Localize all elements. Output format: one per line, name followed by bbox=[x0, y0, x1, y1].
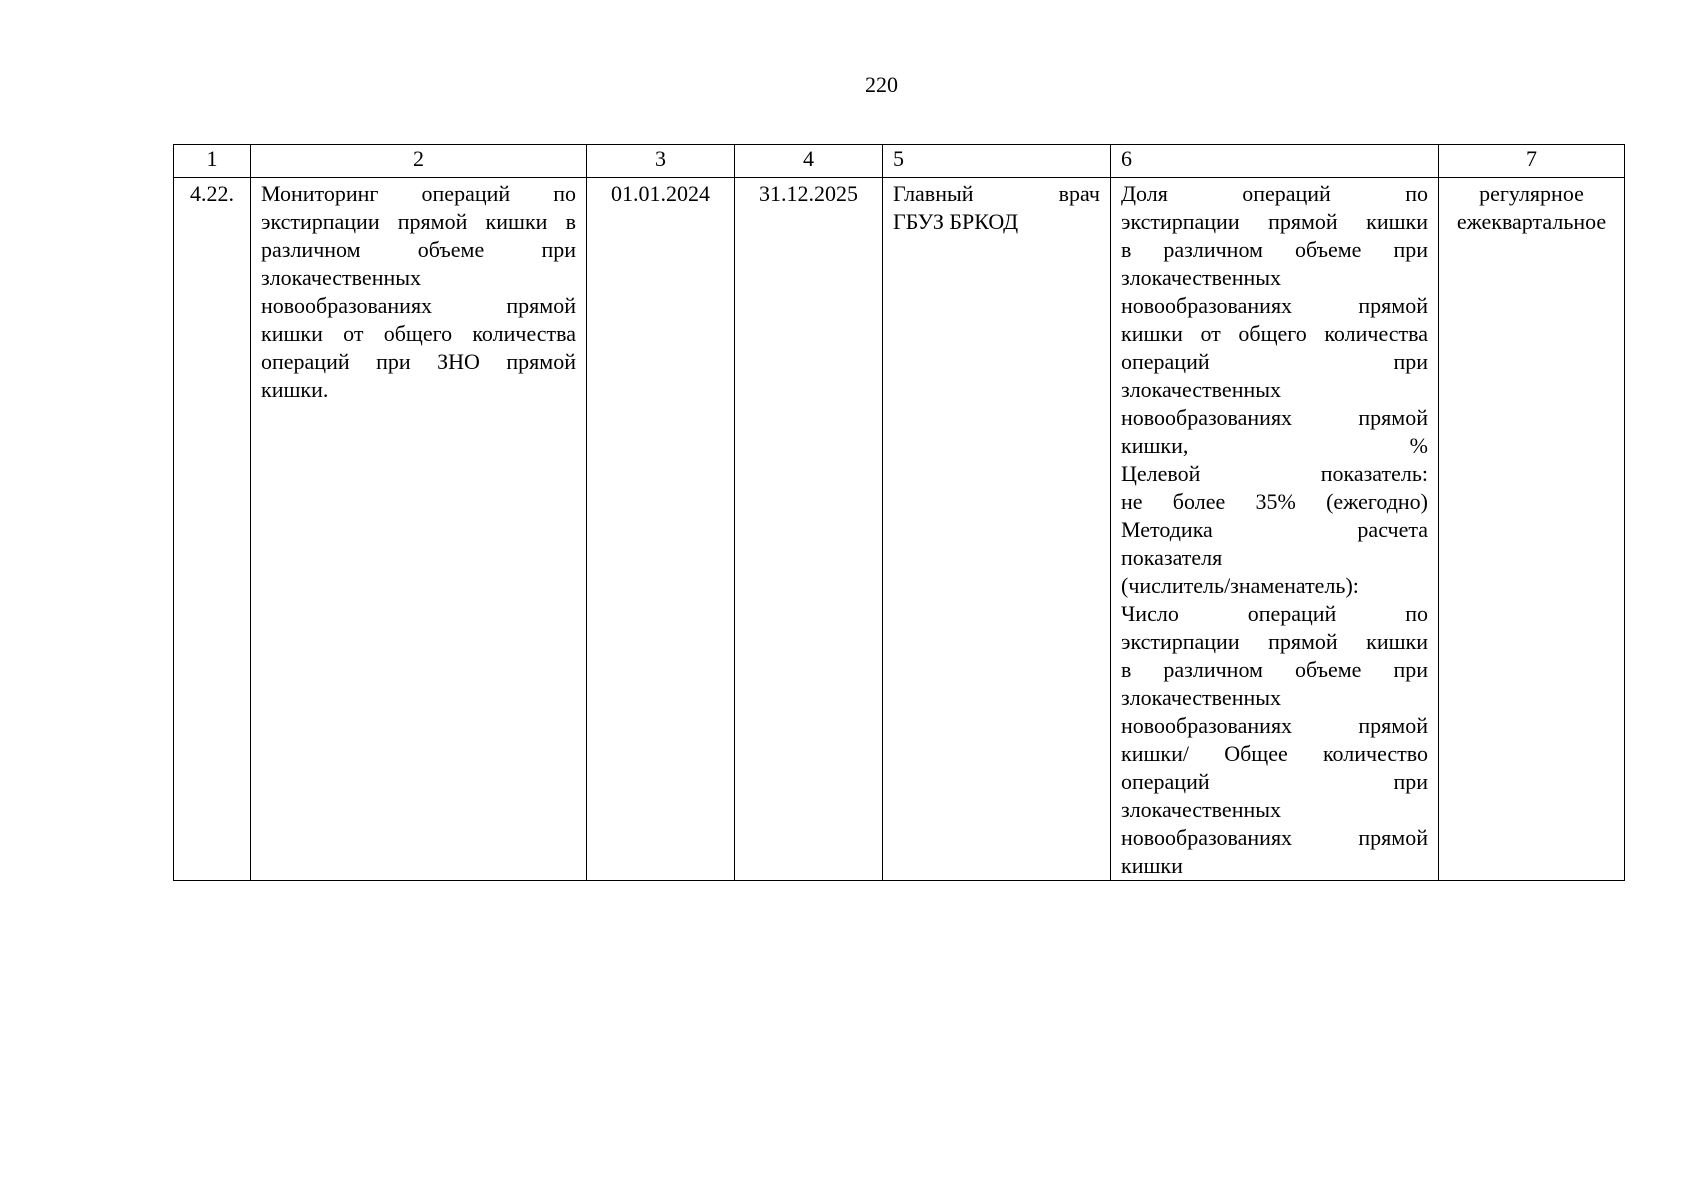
document-table bbox=[173, 144, 1625, 881]
indicator-line: Целевой показатель: bbox=[1121, 461, 1428, 486]
activity-line: новообразованиях прямой bbox=[261, 293, 576, 318]
table-header-row bbox=[174, 145, 1625, 178]
header-col-7: 7 bbox=[1439, 145, 1625, 178]
indicator-line: экстирпации прямой кишки bbox=[1121, 209, 1428, 234]
page-number: 220 bbox=[865, 72, 898, 97]
indicator-line: операций при bbox=[1121, 349, 1428, 374]
activity-line: кишки. bbox=[261, 377, 329, 402]
header-col-4: 4 bbox=[735, 145, 883, 178]
activity-line: различном объеме при bbox=[261, 237, 576, 262]
indicator-line: новообразованиях прямой bbox=[1121, 293, 1428, 318]
header-col-2: 2 bbox=[251, 145, 587, 178]
responsible-line: Главный врач bbox=[893, 181, 1100, 206]
indicator-line: операций при bbox=[1121, 769, 1428, 794]
activity-line: кишки от общего количества bbox=[261, 321, 576, 346]
indicator-line: (числитель/знаменатель): bbox=[1121, 573, 1359, 598]
indicator-line: Методика расчета bbox=[1121, 517, 1428, 542]
activity-line: операций при ЗНО прямой bbox=[261, 349, 576, 374]
indicator-line: кишки от общего количества bbox=[1121, 321, 1428, 346]
table-row bbox=[174, 178, 1625, 881]
activity-line: Мониторинг операций по bbox=[261, 181, 576, 206]
end-date: 31.12.2025 bbox=[735, 178, 883, 881]
periodicity-line: регулярное bbox=[1479, 181, 1584, 206]
indicator-line: Доля операций по bbox=[1121, 181, 1428, 206]
indicator-line: новообразованиях прямой bbox=[1121, 713, 1428, 738]
indicator-line: новообразованиях прямой bbox=[1121, 405, 1428, 430]
responsible-line: ГБУЗ БРКОД bbox=[893, 209, 1019, 234]
indicator-line: злокачественных bbox=[1121, 265, 1282, 290]
header-col-5: 5 bbox=[883, 145, 1111, 178]
responsible-cell bbox=[883, 178, 1111, 881]
indicator-line: в различном объеме при bbox=[1121, 657, 1428, 682]
header-col-1: 1 bbox=[174, 145, 251, 178]
activity-line: экстирпации прямой кишки в bbox=[261, 209, 576, 234]
indicator-line: злокачественных bbox=[1121, 685, 1282, 710]
header-col-3: 3 bbox=[587, 145, 735, 178]
indicator-cell bbox=[1111, 178, 1439, 881]
start-date: 01.01.2024 bbox=[587, 178, 735, 881]
activity-cell bbox=[251, 178, 587, 881]
indicator-line: не более 35% (ежегодно) bbox=[1121, 489, 1428, 514]
indicator-line: Число операций по bbox=[1121, 601, 1428, 626]
activity-line: злокачественных bbox=[261, 265, 422, 290]
header-col-6: 6 bbox=[1111, 145, 1439, 178]
indicator-line: кишки bbox=[1121, 853, 1183, 878]
row-number: 4.22. bbox=[174, 178, 251, 881]
periodicity-line: ежеквартальное bbox=[1456, 209, 1607, 234]
indicator-line: злокачественных bbox=[1121, 377, 1282, 402]
periodicity-cell bbox=[1439, 178, 1625, 881]
indicator-line: экстирпации прямой кишки bbox=[1121, 629, 1428, 654]
indicator-line: показателя bbox=[1121, 545, 1223, 570]
indicator-line: кишки, % bbox=[1121, 433, 1428, 458]
indicator-line: в различном объеме при bbox=[1121, 237, 1428, 262]
indicator-line: злокачественных bbox=[1121, 797, 1282, 822]
indicator-line: новообразованиях прямой bbox=[1121, 825, 1428, 850]
indicator-line: кишки/ Общее количество bbox=[1121, 741, 1428, 766]
